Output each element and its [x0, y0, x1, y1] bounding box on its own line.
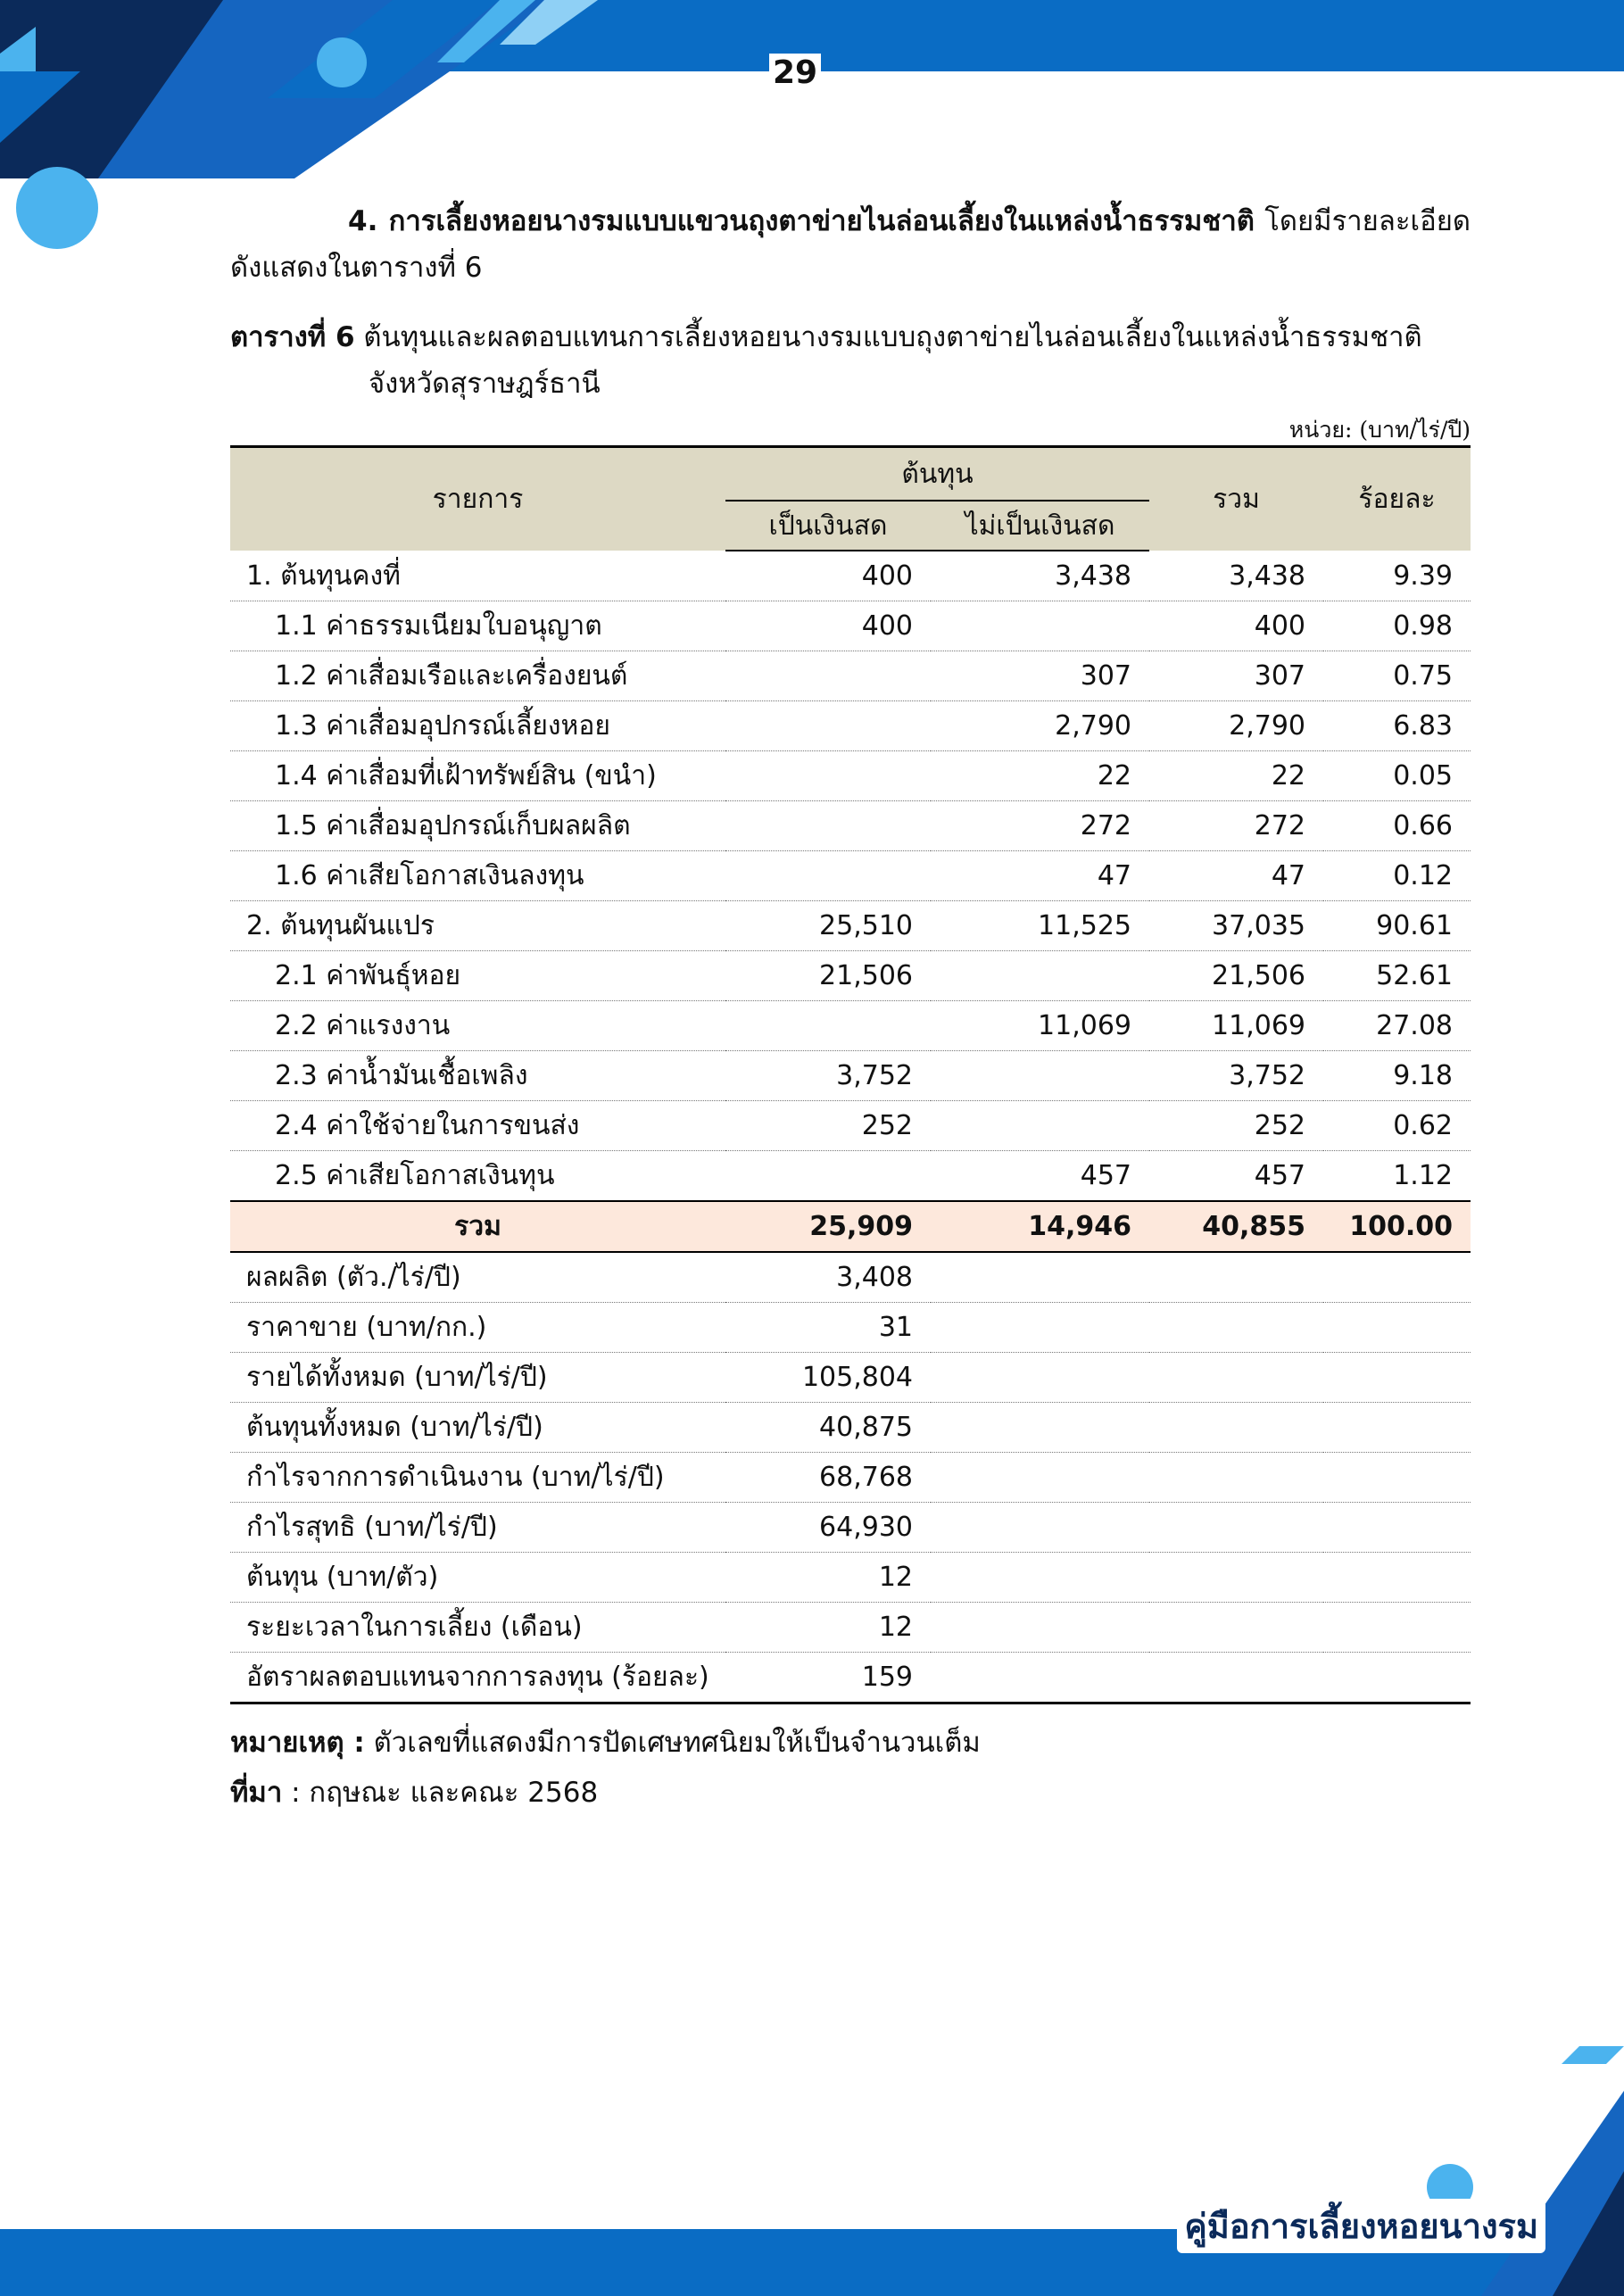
cell-noncash: 272	[931, 801, 1149, 851]
row-label: 2. ต้นทุนผันแปร	[230, 901, 725, 951]
cost-return-table	[230, 445, 1471, 1704]
table-row	[230, 701, 1471, 751]
intro-paragraph	[230, 198, 1471, 291]
cell-noncash: 307	[931, 651, 1149, 701]
summary-label: อัตราผลตอบแทนจากการลงทุน (ร้อยละ)	[230, 1653, 725, 1703]
cell-noncash	[931, 951, 1149, 1001]
header-item: รายการ	[230, 447, 725, 551]
row-label: 1.3 ค่าเสื่อมอุปกรณ์เลี้ยงหอย	[230, 701, 725, 751]
cell-percent: 90.61	[1323, 901, 1471, 951]
row-label: 1.1 ค่าธรรมเนียมใบอนุญาต	[230, 601, 725, 651]
header-noncash: ไม่เป็นเงินสด	[931, 501, 1149, 551]
row-label: 1.2 ค่าเสื่อมเรือและเครื่องยนต์	[230, 651, 725, 701]
cell-cash	[725, 1001, 931, 1051]
summary-label: กำไรจากการดำเนินงาน (บาท/ไร่/ปี)	[230, 1453, 725, 1503]
summary-row	[230, 1603, 1471, 1653]
empty-cell	[1323, 1603, 1471, 1653]
section-heading: 4. การเลี้ยงหอยนางรมแบบแขวนถุงตาข่ายไนล่อนเลี้ยงในแหล่งน้ำธรรมชาติ	[348, 205, 1255, 237]
cell-percent: 27.08	[1323, 1001, 1471, 1051]
row-label: 1.6 ค่าเสียโอกาสเงินลงทุน	[230, 851, 725, 901]
cell-cash	[725, 751, 931, 801]
total-cash: 25,909	[725, 1201, 931, 1252]
cell-total: 22	[1149, 751, 1323, 801]
cell-cash	[725, 651, 931, 701]
cell-total: 272	[1149, 801, 1323, 851]
cell-noncash: 22	[931, 751, 1149, 801]
cell-cash: 400	[725, 601, 931, 651]
cell-total: 37,035	[1149, 901, 1323, 951]
cell-percent: 0.62	[1323, 1101, 1471, 1151]
summary-value: 12	[725, 1553, 931, 1603]
cell-cash	[725, 701, 931, 751]
cell-cash: 3,752	[725, 1051, 931, 1101]
summary-row	[230, 1453, 1471, 1503]
cell-cash: 25,510	[725, 901, 931, 951]
empty-cell	[1323, 1503, 1471, 1553]
summary-value: 159	[725, 1653, 931, 1703]
caption-line1: ต้นทุนและผลตอบแทนการเลี้ยงหอยนางรมแบบถุงตาข่ายไนล่อนเลี้ยงในแหล่งน้ำธรรมชาติ	[354, 321, 1422, 353]
total-noncash: 14,946	[931, 1201, 1149, 1252]
cell-total: 307	[1149, 651, 1323, 701]
cell-noncash: 457	[931, 1151, 1149, 1202]
row-label: 1.4 ค่าเสื่อมที่เฝ้าทรัพย์สิน (ขนำ)	[230, 751, 725, 801]
summary-row	[230, 1303, 1471, 1353]
summary-value: 40,875	[725, 1403, 931, 1453]
summary-label: รายได้ทั้งหมด (บาท/ไร่/ปี)	[230, 1353, 725, 1403]
header-cost: ต้นทุน	[725, 447, 1149, 501]
cell-percent: 6.83	[1323, 701, 1471, 751]
summary-label: ต้นทุนทั้งหมด (บาท/ไร่/ปี)	[230, 1403, 725, 1453]
summary-value: 64,930	[725, 1503, 931, 1553]
row-label: 2.1 ค่าพันธุ์หอย	[230, 951, 725, 1001]
summary-row	[230, 1653, 1471, 1703]
cell-cash	[725, 801, 931, 851]
empty-cell	[931, 1653, 1149, 1703]
empty-cell	[931, 1553, 1149, 1603]
table-row	[230, 1051, 1471, 1101]
empty-cell	[1323, 1553, 1471, 1603]
table-caption	[230, 314, 1471, 407]
table-row	[230, 751, 1471, 801]
empty-cell	[1149, 1503, 1323, 1553]
summary-row	[230, 1252, 1471, 1303]
summary-label: ราคาขาย (บาท/กก.)	[230, 1303, 725, 1353]
summary-row	[230, 1353, 1471, 1403]
table-row	[230, 801, 1471, 851]
row-label: 2.2 ค่าแรงงาน	[230, 1001, 725, 1051]
empty-cell	[1323, 1252, 1471, 1303]
total-row	[230, 1201, 1471, 1252]
cell-percent: 0.98	[1323, 601, 1471, 651]
empty-cell	[931, 1252, 1149, 1303]
empty-cell	[1323, 1303, 1471, 1353]
empty-cell	[1149, 1403, 1323, 1453]
cell-percent: 0.75	[1323, 651, 1471, 701]
cell-total: 3,438	[1149, 551, 1323, 601]
page-number: 29	[769, 54, 821, 93]
empty-cell	[931, 1303, 1149, 1353]
cell-percent: 0.66	[1323, 801, 1471, 851]
empty-cell	[1323, 1653, 1471, 1703]
empty-cell	[1149, 1603, 1323, 1653]
empty-cell	[931, 1603, 1149, 1653]
total-percent: 100.00	[1323, 1201, 1471, 1252]
cell-total: 21,506	[1149, 951, 1323, 1001]
table-row	[230, 851, 1471, 901]
empty-cell	[931, 1453, 1149, 1503]
source: ที่มา : กฤษณะ และคณะ 2568	[230, 1777, 599, 1809]
cell-cash	[725, 1151, 931, 1202]
unit-label: หน่วย: (บาท/ไร่/ปี)	[1288, 417, 1471, 443]
summary-label: ผลผลิต (ตัว./ไร่/ปี)	[230, 1252, 725, 1303]
cell-percent: 1.12	[1323, 1151, 1471, 1202]
empty-cell	[1149, 1453, 1323, 1503]
empty-cell	[1149, 1553, 1323, 1603]
table-row	[230, 551, 1471, 601]
cell-cash: 21,506	[725, 951, 931, 1001]
summary-row	[230, 1553, 1471, 1603]
cell-noncash: 3,438	[931, 551, 1149, 601]
row-label: 2.5 ค่าเสียโอกาสเงินทุน	[230, 1151, 725, 1202]
caption-line2: จังหวัดสุราษฎร์ธานี	[369, 368, 601, 400]
summary-value: 105,804	[725, 1353, 931, 1403]
summary-value: 12	[725, 1603, 931, 1653]
cell-total: 3,752	[1149, 1051, 1323, 1101]
cell-noncash	[931, 1101, 1149, 1151]
footer-title: คู่มือการเลี้ยงหอยนางรม	[1177, 2199, 1545, 2253]
row-label: 1.5 ค่าเสื่อมอุปกรณ์เก็บผลผลิต	[230, 801, 725, 851]
cell-cash: 400	[725, 551, 931, 601]
remark: หมายเหตุ : ตัวเลขที่แสดงมีการปัดเศษทศนิยมให้เป็นจำนวนเต็ม	[230, 1727, 981, 1759]
table-row	[230, 1001, 1471, 1051]
cell-percent: 9.39	[1323, 551, 1471, 601]
summary-label: กำไรสุทธิ (บาท/ไร่/ปี)	[230, 1503, 725, 1553]
empty-cell	[1149, 1653, 1323, 1703]
table-row	[230, 1101, 1471, 1151]
cell-total: 457	[1149, 1151, 1323, 1202]
summary-row	[230, 1403, 1471, 1453]
cell-noncash: 47	[931, 851, 1149, 901]
empty-cell	[1323, 1403, 1471, 1453]
table-row	[230, 651, 1471, 701]
cell-noncash	[931, 1051, 1149, 1101]
row-label: 1. ต้นทุนคงที่	[230, 551, 725, 601]
notes	[230, 1718, 981, 1818]
cell-total: 2,790	[1149, 701, 1323, 751]
empty-cell	[931, 1403, 1149, 1453]
cell-percent: 0.05	[1323, 751, 1471, 801]
empty-cell	[1149, 1353, 1323, 1403]
total-label: รวม	[230, 1201, 725, 1252]
cell-total: 11,069	[1149, 1001, 1323, 1051]
empty-cell	[931, 1503, 1149, 1553]
table-row	[230, 1151, 1471, 1202]
cell-cash: 252	[725, 1101, 931, 1151]
empty-cell	[931, 1353, 1149, 1403]
total-total: 40,855	[1149, 1201, 1323, 1252]
row-label: 2.3 ค่าน้ำมันเชื้อเพลิง	[230, 1051, 725, 1101]
cell-total: 400	[1149, 601, 1323, 651]
table-row	[230, 601, 1471, 651]
summary-value: 68,768	[725, 1453, 931, 1503]
row-label: 2.4 ค่าใช้จ่ายในการขนส่ง	[230, 1101, 725, 1151]
cell-percent: 52.61	[1323, 951, 1471, 1001]
header-percent: ร้อยละ	[1323, 447, 1471, 551]
cell-noncash: 2,790	[931, 701, 1149, 751]
summary-value: 31	[725, 1303, 931, 1353]
cell-noncash	[931, 601, 1149, 651]
intro-text: โดยมีรายละเอียดดังแสดงในตารางที่ 6	[230, 205, 1471, 284]
cell-noncash: 11,525	[931, 901, 1149, 951]
cell-noncash: 11,069	[931, 1001, 1149, 1051]
table-label: ตารางที่ 6	[230, 321, 355, 353]
table-row	[230, 951, 1471, 1001]
footer-decoration	[0, 2028, 1624, 2296]
cell-total: 252	[1149, 1101, 1323, 1151]
empty-cell	[1149, 1252, 1323, 1303]
header-cash: เป็นเงินสด	[725, 501, 931, 551]
cell-percent: 9.18	[1323, 1051, 1471, 1101]
empty-cell	[1323, 1453, 1471, 1503]
header-total: รวม	[1149, 447, 1323, 551]
cell-percent: 0.12	[1323, 851, 1471, 901]
summary-label: ต้นทุน (บาท/ตัว)	[230, 1553, 725, 1603]
summary-row	[230, 1503, 1471, 1553]
cell-total: 47	[1149, 851, 1323, 901]
summary-label: ระยะเวลาในการเลี้ยง (เดือน)	[230, 1603, 725, 1653]
table-row	[230, 901, 1471, 951]
summary-value: 3,408	[725, 1252, 931, 1303]
cell-cash	[725, 851, 931, 901]
empty-cell	[1323, 1353, 1471, 1403]
empty-cell	[1149, 1303, 1323, 1353]
